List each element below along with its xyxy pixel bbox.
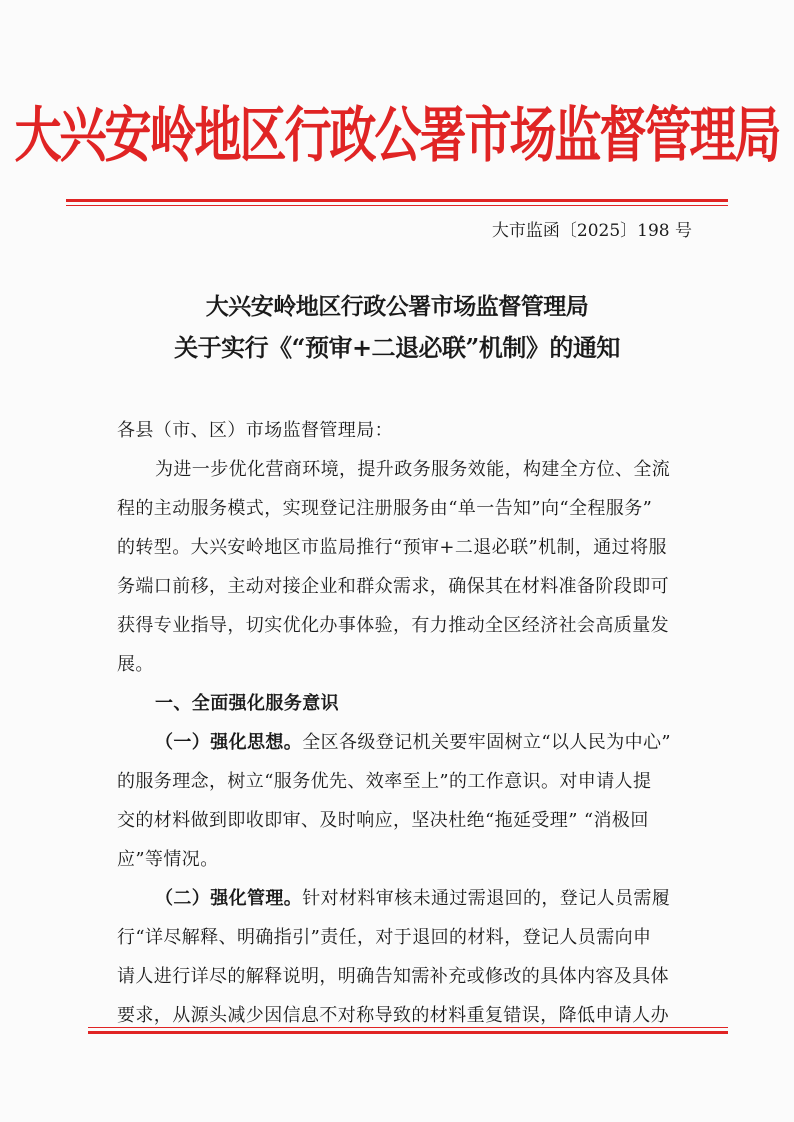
item2-line: 请人进行详尽的解释说明，明确告知需补充或修改的具体内容及具体 <box>117 966 669 987</box>
intro-line: 为进一步优化营商环境，提升政务服务效能，构建全方位、全流 <box>155 459 671 480</box>
item1-first-line <box>155 728 671 754</box>
notice-title-line-2: 关于实行《“预审+二退必联”机制》的通知 <box>174 333 620 362</box>
intro-line: 获得专业指导，切实优化办事体验，有力推动全区经济社会高质量发 <box>117 615 669 636</box>
section-heading-1: 一、全面强化服务意识 <box>155 693 339 714</box>
footer-rule-thin <box>88 1027 728 1028</box>
masthead-rule-thick <box>66 199 728 202</box>
item1-line: 应”等情况。 <box>117 849 219 870</box>
item1-first-rest: 全区各级登记机关要牢固树立“以人民为中心” <box>302 732 672 753</box>
item1-line: 的服务理念，树立“服务优先、效率至上”的工作意识。对申请人提 <box>117 771 652 792</box>
item2-first-rest: 针对材料审核未通过需退回的，登记人员需履 <box>302 888 671 909</box>
document-number: 大市监函〔2025〕198 号 <box>491 221 692 241</box>
intro-line: 展。 <box>117 654 154 675</box>
salutation: 各县（市、区）市场监督管理局： <box>117 420 393 441</box>
intro-line: 的转型。大兴安岭地区市监局推行“预审+二退必联”机制，通过将服 <box>117 537 667 558</box>
intro-line: 程的主动服务模式，实现登记注册服务由“单一告知”向“全程服务” <box>117 498 653 519</box>
item1-line: 交的材料做到即收即审、及时响应，坚决杜绝“拖延受理” “消极回 <box>117 810 649 831</box>
item2-line: 要求，从源头减少因信息不对称导致的材料重复错误，降低申请人办 <box>117 1005 669 1026</box>
masthead-title: 大兴安岭地区行政公署市场监督管理局 <box>14 100 780 172</box>
item2-first-line <box>155 884 670 910</box>
footer-rule-thick <box>88 1031 728 1034</box>
item1-lead: （一）强化思想。 <box>155 732 303 753</box>
item2-line: 行“详尽解释、明确指引”责任，对于退回的材料，登记人员需向申 <box>117 927 652 948</box>
notice-title-line-1: 大兴安岭地区行政公署市场监督管理局 <box>205 293 589 320</box>
intro-line: 务端口前移，主动对接企业和群众需求，确保其在材料准备阶段即可 <box>117 576 669 597</box>
item2-lead: （二）强化管理。 <box>155 888 303 909</box>
masthead-rule-thin <box>66 205 728 206</box>
